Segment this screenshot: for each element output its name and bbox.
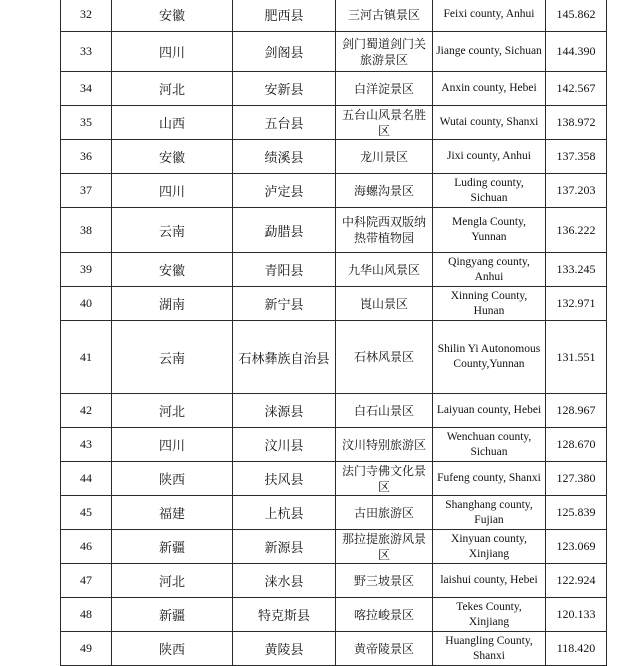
table-row bbox=[61, 106, 607, 140]
scenic-area-cell: 那拉提旅游风景区 bbox=[336, 530, 433, 564]
table-row bbox=[61, 496, 607, 530]
value-cell: 144.390 bbox=[546, 32, 607, 72]
scenic-area-cell: 法门寺佛文化景区 bbox=[336, 462, 433, 496]
scenic-area-cell: 野三坡景区 bbox=[336, 564, 433, 598]
scenic-area-cell: 九华山风景区 bbox=[336, 253, 433, 287]
scenic-area-cell: 汶川特别旅游区 bbox=[336, 428, 433, 462]
county-cell: 安新县 bbox=[233, 72, 336, 106]
county-english-cell: Qingyang county, Anhui bbox=[433, 253, 546, 287]
county-english-cell: Fufeng county, Shanxi bbox=[433, 462, 546, 496]
scenic-area-cell: 黄帝陵景区 bbox=[336, 632, 433, 666]
row-number-cell: 48 bbox=[61, 598, 112, 632]
county-english-cell: Feixi county, Anhui bbox=[433, 0, 546, 32]
value-cell: 142.567 bbox=[546, 72, 607, 106]
value-cell: 145.862 bbox=[546, 0, 607, 32]
ranking-table-container bbox=[60, 0, 596, 666]
value-cell: 136.222 bbox=[546, 208, 607, 253]
scenic-area-cell: 白石山景区 bbox=[336, 394, 433, 428]
table-row bbox=[61, 208, 607, 253]
province-cell: 湖南 bbox=[112, 287, 233, 321]
row-number-cell: 43 bbox=[61, 428, 112, 462]
county-cell: 黄陵县 bbox=[233, 632, 336, 666]
province-cell: 安徽 bbox=[112, 140, 233, 174]
province-cell: 河北 bbox=[112, 564, 233, 598]
table-row bbox=[61, 174, 607, 208]
scenic-area-cell: 三河古镇景区 bbox=[336, 0, 433, 32]
province-cell: 四川 bbox=[112, 32, 233, 72]
value-cell: 125.839 bbox=[546, 496, 607, 530]
row-number-cell: 42 bbox=[61, 394, 112, 428]
scenic-area-cell: 喀拉峻景区 bbox=[336, 598, 433, 632]
table-row bbox=[61, 598, 607, 632]
province-cell: 新疆 bbox=[112, 598, 233, 632]
row-number-cell: 32 bbox=[61, 0, 112, 32]
ranking-table-body bbox=[61, 0, 607, 666]
scenic-area-cell: 五台山风景名胜区 bbox=[336, 106, 433, 140]
county-cell: 泸定县 bbox=[233, 174, 336, 208]
province-cell: 四川 bbox=[112, 428, 233, 462]
table-row bbox=[61, 632, 607, 666]
province-cell: 四川 bbox=[112, 174, 233, 208]
county-english-cell: Anxin county, Hebei bbox=[433, 72, 546, 106]
scenic-area-cell: 古田旅游区 bbox=[336, 496, 433, 530]
table-row bbox=[61, 140, 607, 174]
county-cell: 扶风县 bbox=[233, 462, 336, 496]
province-cell: 福建 bbox=[112, 496, 233, 530]
value-cell: 122.924 bbox=[546, 564, 607, 598]
table-row bbox=[61, 32, 607, 72]
county-english-cell: Xinning County, Hunan bbox=[433, 287, 546, 321]
county-english-cell: Laiyuan county, Hebei bbox=[433, 394, 546, 428]
value-cell: 128.670 bbox=[546, 428, 607, 462]
table-row bbox=[61, 530, 607, 564]
province-cell: 云南 bbox=[112, 321, 233, 394]
table-row bbox=[61, 72, 607, 106]
county-english-cell: Jixi county, Anhui bbox=[433, 140, 546, 174]
county-english-cell: Shilin Yi Autonomous County,Yunnan bbox=[433, 321, 546, 394]
county-cell: 五台县 bbox=[233, 106, 336, 140]
county-english-cell: laishui county, Hebei bbox=[433, 564, 546, 598]
row-number-cell: 46 bbox=[61, 530, 112, 564]
row-number-cell: 34 bbox=[61, 72, 112, 106]
county-cell: 上杭县 bbox=[233, 496, 336, 530]
county-english-cell: Huangling County, Shanxi bbox=[433, 632, 546, 666]
scenic-area-cell: 崀山景区 bbox=[336, 287, 433, 321]
county-cell: 勐腊县 bbox=[233, 208, 336, 253]
county-cell: 肥西县 bbox=[233, 0, 336, 32]
scenic-area-cell: 海螺沟景区 bbox=[336, 174, 433, 208]
county-english-cell: Mengla County, Yunnan bbox=[433, 208, 546, 253]
table-row bbox=[61, 462, 607, 496]
county-english-cell: Tekes County, Xinjiang bbox=[433, 598, 546, 632]
table-row bbox=[61, 428, 607, 462]
row-number-cell: 41 bbox=[61, 321, 112, 394]
value-cell: 123.069 bbox=[546, 530, 607, 564]
table-row bbox=[61, 0, 607, 32]
county-english-cell: Xinyuan county, Xinjiang bbox=[433, 530, 546, 564]
county-cell: 剑阁县 bbox=[233, 32, 336, 72]
value-cell: 133.245 bbox=[546, 253, 607, 287]
province-cell: 陕西 bbox=[112, 632, 233, 666]
row-number-cell: 33 bbox=[61, 32, 112, 72]
province-cell: 云南 bbox=[112, 208, 233, 253]
table-row bbox=[61, 253, 607, 287]
table-row bbox=[61, 564, 607, 598]
county-cell: 石林彝族自治县 bbox=[233, 321, 336, 394]
province-cell: 河北 bbox=[112, 72, 233, 106]
province-cell: 山西 bbox=[112, 106, 233, 140]
county-cell: 汶川县 bbox=[233, 428, 336, 462]
county-english-cell: Shanghang county, Fujian bbox=[433, 496, 546, 530]
county-english-cell: Wutai county, Shanxi bbox=[433, 106, 546, 140]
row-number-cell: 40 bbox=[61, 287, 112, 321]
province-cell: 河北 bbox=[112, 394, 233, 428]
scenic-area-cell: 龙川景区 bbox=[336, 140, 433, 174]
value-cell: 132.971 bbox=[546, 287, 607, 321]
county-cell: 特克斯县 bbox=[233, 598, 336, 632]
row-number-cell: 49 bbox=[61, 632, 112, 666]
row-number-cell: 36 bbox=[61, 140, 112, 174]
province-cell: 安徽 bbox=[112, 253, 233, 287]
value-cell: 120.133 bbox=[546, 598, 607, 632]
county-cell: 涞水县 bbox=[233, 564, 336, 598]
value-cell: 127.380 bbox=[546, 462, 607, 496]
province-cell: 陕西 bbox=[112, 462, 233, 496]
county-english-cell: Jiange county, Sichuan bbox=[433, 32, 546, 72]
row-number-cell: 37 bbox=[61, 174, 112, 208]
row-number-cell: 45 bbox=[61, 496, 112, 530]
county-cell: 新宁县 bbox=[233, 287, 336, 321]
province-cell: 安徽 bbox=[112, 0, 233, 32]
county-cell: 绩溪县 bbox=[233, 140, 336, 174]
value-cell: 131.551 bbox=[546, 321, 607, 394]
table-row bbox=[61, 287, 607, 321]
ranking-table bbox=[60, 0, 607, 666]
scenic-area-cell: 石林风景区 bbox=[336, 321, 433, 394]
value-cell: 137.203 bbox=[546, 174, 607, 208]
row-number-cell: 47 bbox=[61, 564, 112, 598]
scenic-area-cell: 中科院西双版纳热带植物园 bbox=[336, 208, 433, 253]
county-english-cell: Luding county, Sichuan bbox=[433, 174, 546, 208]
row-number-cell: 38 bbox=[61, 208, 112, 253]
scenic-area-cell: 剑门蜀道剑门关旅游景区 bbox=[336, 32, 433, 72]
county-cell: 青阳县 bbox=[233, 253, 336, 287]
row-number-cell: 35 bbox=[61, 106, 112, 140]
county-cell: 涞源县 bbox=[233, 394, 336, 428]
table-row bbox=[61, 394, 607, 428]
province-cell: 新疆 bbox=[112, 530, 233, 564]
value-cell: 137.358 bbox=[546, 140, 607, 174]
county-english-cell: Wenchuan county, Sichuan bbox=[433, 428, 546, 462]
value-cell: 128.967 bbox=[546, 394, 607, 428]
row-number-cell: 44 bbox=[61, 462, 112, 496]
table-row bbox=[61, 321, 607, 394]
county-cell: 新源县 bbox=[233, 530, 336, 564]
value-cell: 138.972 bbox=[546, 106, 607, 140]
value-cell: 118.420 bbox=[546, 632, 607, 666]
scenic-area-cell: 白洋淀景区 bbox=[336, 72, 433, 106]
row-number-cell: 39 bbox=[61, 253, 112, 287]
